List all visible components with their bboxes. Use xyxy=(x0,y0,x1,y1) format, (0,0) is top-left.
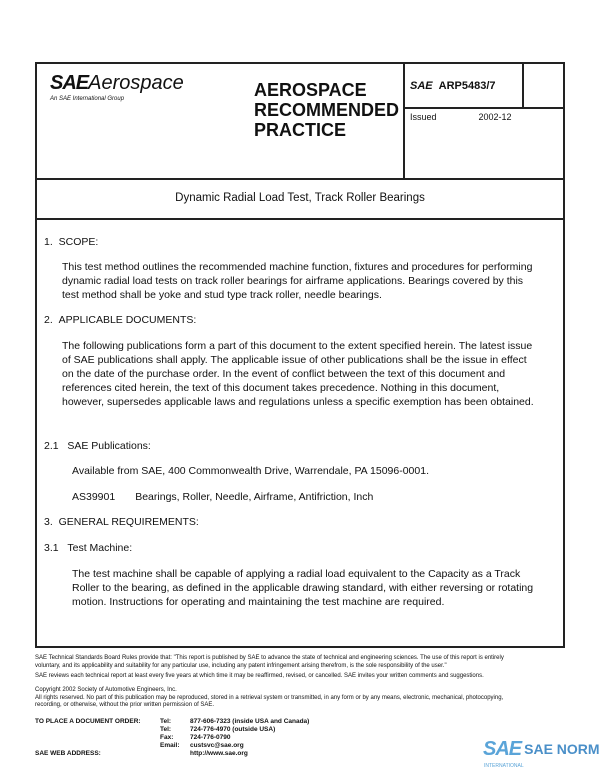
sae-mark: SAE xyxy=(410,80,433,92)
contact-value[interactable]: 724-776-4970 (outside USA) xyxy=(190,726,276,733)
contact-list xyxy=(160,718,309,758)
footer-line: Copyright 2002 Society of Automotive Engineers, Inc. xyxy=(35,687,177,693)
text-line: of SAE publications shall apply. The applicable issue of other publications shall be the issue in effect xyxy=(62,354,527,366)
section-3-1-paragraph xyxy=(72,567,533,609)
section-heading: GENERAL REQUIREMENTS: xyxy=(58,516,199,528)
text-line: references cited herein, the text of this document takes precedence. Nothing in this document, xyxy=(62,382,500,394)
contact-key: Tel: xyxy=(160,726,172,733)
footer-review: SAE reviews each technical report at least every five years at which time it may be reaffirmed, revised, or cancelled. SAE invites your written comments and suggestions. xyxy=(35,673,484,679)
divider xyxy=(35,178,565,180)
footer-rules xyxy=(35,655,504,670)
section-heading: SAE Publications: xyxy=(67,440,151,452)
text-line: on the date of the purchase order. In the event of conflict between the text of this document and xyxy=(62,368,506,380)
section-3-heading xyxy=(44,515,199,529)
section-number: 1. xyxy=(44,236,53,248)
text-line: Roller to the bearing, as defined in the applicable drawing standard, with either reversing or rotating xyxy=(72,582,534,594)
text-line: The following publications form a part of this document to the extent specified herein. The latest issue xyxy=(62,340,533,352)
section-number: 3. xyxy=(44,516,53,528)
footer-line: voluntary, and its applicability and suitability for any particular use, including any patent infringement arising therefrom, is the sole responsibility of the user." xyxy=(35,662,447,669)
text-line: motion. Instructions for operating and maintaining the test machine are required. xyxy=(72,596,445,608)
text-line: The test machine shall be capable of applying a radial load equivalent to the Capacity as a Track xyxy=(72,568,521,580)
contact-key: Fax: xyxy=(160,734,174,741)
logo-tagline: An SAE International Group xyxy=(50,96,125,102)
logo-name: Aerospace xyxy=(88,72,184,94)
footer-line: All rights reserved. No part of this publication may be reproduced, stored in a retrieval system or transmitted, in any form or by any means, electronic, mechanical, photocopying, xyxy=(35,694,504,701)
text-line: however, supersedes applicable laws and regulations unless a specific exemption has been obtained. xyxy=(62,396,534,408)
reference-entry xyxy=(72,490,373,504)
sae-norm-watermark xyxy=(483,738,600,760)
email-link[interactable]: custsvc@sae.org xyxy=(190,742,244,749)
reference-title: Bearings, Roller, Needle, Airframe, Antifriction, Inch xyxy=(135,491,374,503)
contact-key: Email: xyxy=(160,742,180,749)
text-line: test method shall be yoke and stud type track roller, needle bearings. xyxy=(62,289,382,301)
order-label: TO PLACE A DOCUMENT ORDER: xyxy=(35,718,141,725)
section-1-paragraph xyxy=(62,260,532,302)
contact-value[interactable]: 724-776-0790 xyxy=(190,734,231,741)
section-3-1-heading xyxy=(44,541,132,555)
text-line: dynamic radial load tests on track roller bearings for airframe applications. Bearings covered by this xyxy=(62,275,524,287)
section-heading: Test Machine: xyxy=(67,542,133,554)
doc-type-line: AEROSPACE xyxy=(254,80,367,100)
footer-line: SAE Technical Standards Board Rules provide that: "This report is published by SAE to advance the state of technical and engineering sciences. The use of this report is entirely xyxy=(35,655,504,661)
logo-brand: SAE xyxy=(50,72,89,94)
reference-id: AS39901 xyxy=(72,491,116,503)
watermark-sub: INTERNATIONAL xyxy=(484,763,524,769)
watermark-text: SAE NORM xyxy=(524,741,600,757)
section-2-heading xyxy=(44,313,196,327)
text-line: This test method outlines the recommended machine function, fixtures and procedures for performing xyxy=(62,261,533,273)
contact-key: Tel: xyxy=(160,718,172,725)
footer-line: recording, or otherwise, without the prior written permission of SAE. xyxy=(35,702,215,708)
section-1-heading xyxy=(44,235,98,249)
section-2-1-heading xyxy=(44,439,151,453)
section-number: 2. xyxy=(44,314,53,326)
section-heading: APPLICABLE DOCUMENTS: xyxy=(58,314,197,326)
issued-date: 2002-12 xyxy=(478,112,512,122)
divider xyxy=(522,62,524,108)
section-number: 3.1 xyxy=(44,542,59,554)
sae-aerospace-logo xyxy=(50,72,184,102)
section-heading: SCOPE: xyxy=(58,236,99,248)
doc-type-line: PRACTICE xyxy=(254,120,347,140)
web-label: SAE WEB ADDRESS: xyxy=(35,750,101,757)
document-type xyxy=(254,80,399,140)
section-number: 2.1 xyxy=(44,440,59,452)
doc-number: ARP5483/7 xyxy=(438,80,496,92)
divider xyxy=(403,107,565,109)
issued-label: Issued xyxy=(410,112,437,122)
doc-type-line: RECOMMENDED xyxy=(254,100,400,120)
contact-value[interactable]: 877-606-7323 (inside USA and Canada) xyxy=(190,718,310,725)
issued-info xyxy=(410,112,512,122)
section-2-paragraph xyxy=(62,339,534,409)
document-number xyxy=(410,80,496,92)
web-link[interactable]: http://www.sae.org xyxy=(190,750,248,757)
footer-copyright xyxy=(35,687,503,710)
divider xyxy=(403,62,405,178)
availability-text: Available from SAE, 400 Commonwealth Drive, Warrendale, PA 15096-0001. xyxy=(72,465,429,477)
watermark-mark: SAE xyxy=(483,738,522,760)
divider xyxy=(35,218,565,220)
document-title: Dynamic Radial Load Test, Track Roller Bearings xyxy=(175,192,425,204)
